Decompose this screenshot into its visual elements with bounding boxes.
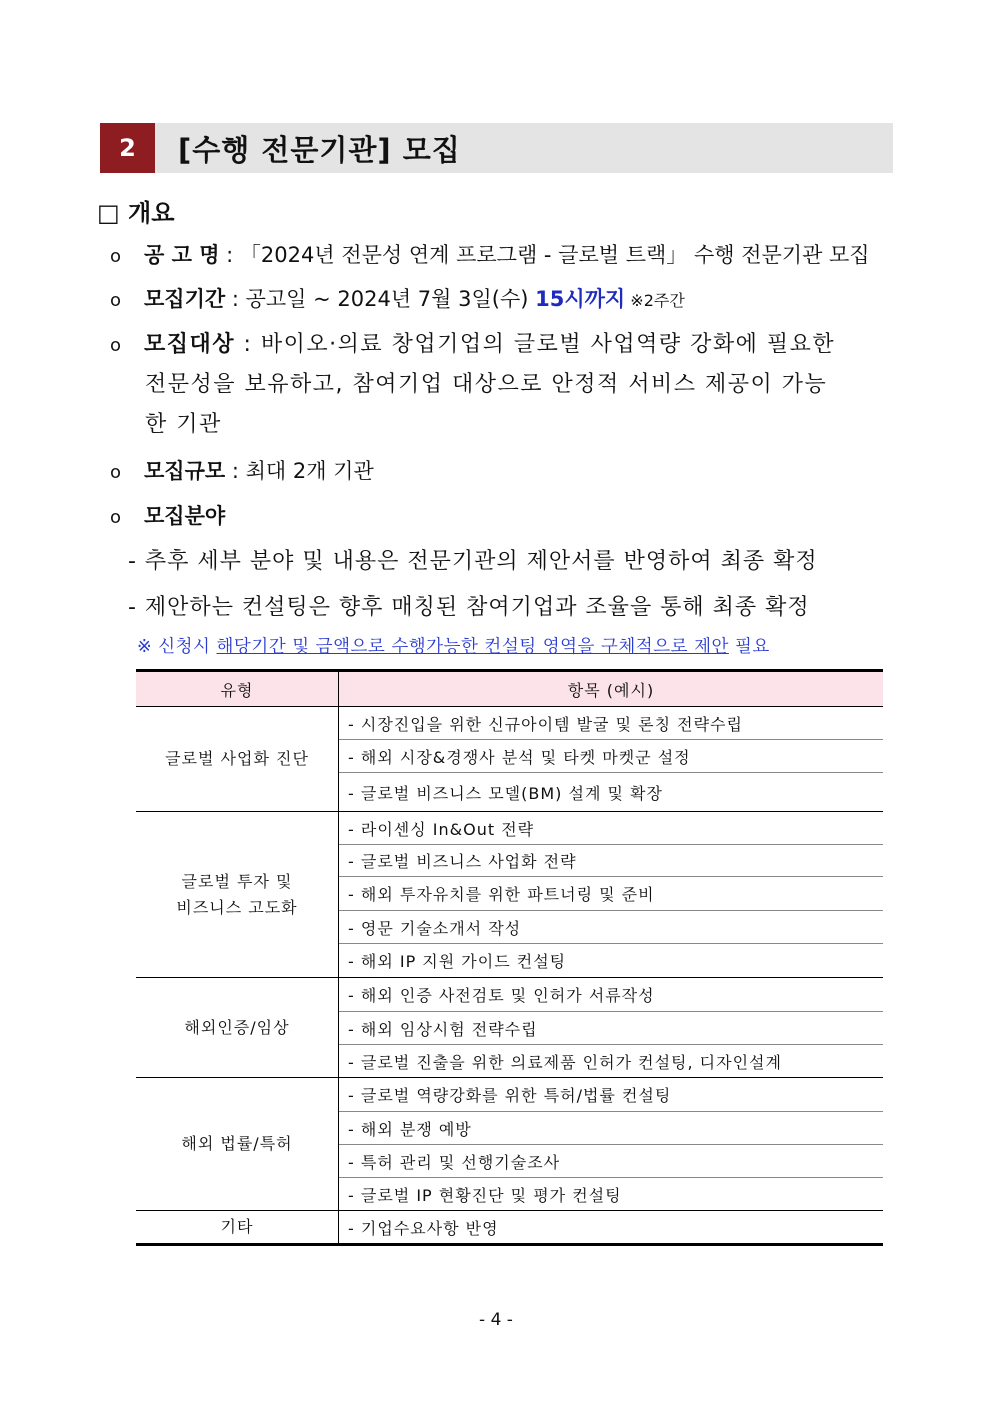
bullet-symbol: ο: [110, 335, 123, 356]
period-note: ※2주간: [625, 291, 685, 310]
item-cell: - 글로벌 비즈니스 사업화 전략: [339, 845, 884, 877]
item-cell: - 글로벌 비즈니스 모델(BM) 설계 및 확장: [339, 773, 884, 812]
table-row: [136, 1078, 883, 1112]
bullet-symbol: ο: [110, 246, 122, 267]
field-label: 모집분야: [144, 504, 226, 528]
scale-text: 최대 2개 기관: [245, 459, 374, 483]
item-cell: - 해외 시장&경쟁사 분석 및 타켓 마켓군 설정: [339, 740, 884, 773]
application-note: ※ 신청시 해당기간 및 금액으로 수행가능한 컨설팅 영역을 구체적으로 제안 필요: [137, 637, 770, 657]
header-type: 유형: [136, 671, 339, 707]
table-row: [136, 978, 883, 1012]
period-deadline: 15시까지: [535, 287, 626, 311]
item-cell: - 해외 투자유치를 위한 파트너링 및 준비: [339, 877, 884, 911]
item-cell: - 해외 인증 사전검토 및 인허가 서류작성: [339, 978, 884, 1012]
bullet-symbol: ο: [110, 462, 122, 483]
period-text: 공고일 ~ 2024년 7월 3일(수): [245, 287, 536, 311]
overview-heading: □ 개요: [97, 199, 175, 227]
section-number: 2: [100, 123, 155, 173]
period-label: 모집기간: [144, 287, 226, 311]
item-cell: - 해외 분쟁 예방: [339, 1112, 884, 1145]
sub-item-1: - 추후 세부 분야 및 내용은 전문기관의 제안서를 반영하여 최종 확정: [128, 549, 818, 574]
target-label: 모집대상: [144, 332, 236, 357]
table-row: [136, 1211, 883, 1245]
category-cell: 기타: [136, 1211, 339, 1245]
bullet-notice: ο 공 고 명 : 「2024년 전문성 연계 프로그램 - 글로벌 트랙」 수행 전문기관 모집: [110, 243, 870, 267]
item-cell: - 시장진입을 위한 신규아이템 발굴 및 론칭 전략수립: [339, 707, 884, 740]
scale-label: 모집규모: [144, 459, 226, 483]
bullet-symbol: ο: [110, 290, 122, 311]
section-header: [100, 123, 893, 173]
item-cell: - 글로벌 IP 현황진단 및 평가 컨설팅: [339, 1178, 884, 1211]
item-cell: - 라이센싱 In&Out 전략: [339, 812, 884, 845]
item-cell: - 해외 IP 지원 가이드 컨설팅: [339, 944, 884, 978]
category-cell: 해외 법률/특허: [136, 1078, 339, 1211]
consulting-field-table: [136, 669, 883, 1246]
category-cell: 해외인증/임상: [136, 978, 339, 1078]
target-text-1: 바이오·의료 창업기업의 글로벌 사업역량 강화에 필요한: [260, 332, 836, 357]
note-emphasis: 해당기간 및 금액으로 수행가능한 컨설팅 영역을 구체적으로 제안: [216, 637, 729, 657]
target-text-2: 전문성을 보유하고, 참여기업 대상으로 안정적 서비스 제공이 가능: [145, 372, 828, 397]
item-cell: - 영문 기술소개서 작성: [339, 911, 884, 944]
bullet-symbol: ο: [110, 507, 122, 528]
bullet-field: [110, 500, 225, 530]
target-text-3: 한 기관: [145, 412, 222, 437]
table-row: [136, 812, 883, 845]
header-items: 항목 (예시): [339, 671, 884, 707]
item-cell: - 글로벌 역량강화를 위한 특허/법률 컨설팅: [339, 1078, 884, 1112]
item-cell: - 특허 관리 및 선행기술조사: [339, 1145, 884, 1178]
bullet-scale: ο 모집규모 : 최대 2개 기관: [110, 459, 374, 483]
item-cell: - 기업수요사항 반영: [339, 1211, 884, 1245]
page-number: - 4 -: [479, 1310, 513, 1330]
bullet-target: ο 모집대상 : 바이오·의료 창업기업의 글로벌 사업역량 강화에 필요한: [110, 332, 836, 357]
item-cell: - 해외 임상시험 전략수립: [339, 1012, 884, 1045]
section-title: [수행 전문기관] 모집: [178, 132, 461, 167]
notice-label: 공 고 명: [144, 243, 220, 267]
item-cell: - 글로벌 진출을 위한 의료제품 인허가 컨설팅, 디자인설계: [339, 1045, 884, 1078]
category-cell: 글로벌 투자 및 비즈니스 고도화: [136, 812, 339, 978]
category-cell: 글로벌 사업화 진단: [136, 707, 339, 812]
table-row: [136, 707, 883, 740]
bullet-period: ο 모집기간 : 공고일 ~ 2024년 7월 3일(수) 15시까지 ※2주간: [110, 287, 685, 311]
notice-text: 「2024년 전문성 연계 프로그램 - 글로벌 트랙」 수행 전문기관 모집: [239, 243, 870, 267]
sub-item-2: - 제안하는 컨설팅은 향후 매칭된 참여기업과 조율을 통해 최종 확정: [128, 595, 810, 620]
